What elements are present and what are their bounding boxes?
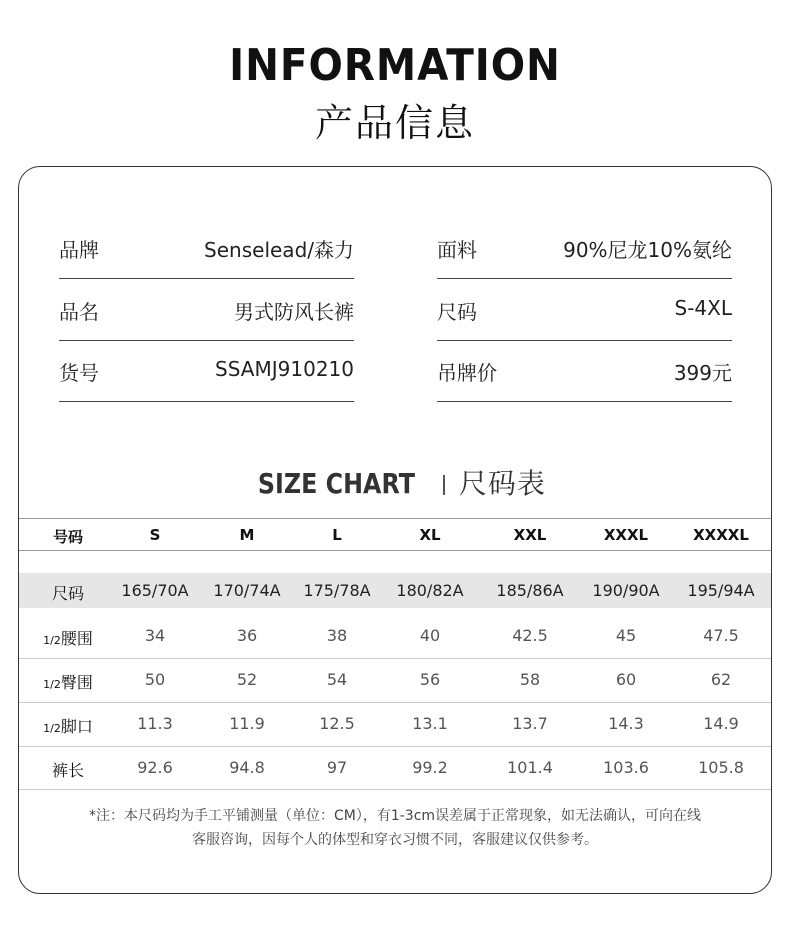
- table-cell: 105.8: [698, 757, 744, 777]
- column-header-size: XXL: [513, 526, 547, 544]
- info-value: 男式防风长裤: [234, 300, 354, 324]
- row-label-text: 尺码: [51, 583, 85, 603]
- table-cell: 14.9: [703, 714, 739, 733]
- row-label: [43, 670, 93, 693]
- table-cell: 13.1: [412, 714, 448, 733]
- column-header-size: M: [239, 526, 255, 544]
- table-cell: 45: [615, 626, 637, 645]
- table-cell: 101.4: [507, 757, 553, 777]
- row-label-text: 脚口: [60, 717, 93, 736]
- info-value: 90%尼龙10%氨纶: [563, 238, 732, 262]
- table-cell: 195/94A: [687, 580, 755, 600]
- table-cell: 47.5: [703, 626, 739, 645]
- table-cell: 11.3: [137, 714, 173, 733]
- table-cell: 40: [419, 626, 441, 645]
- info-label: 品名: [59, 300, 99, 324]
- info-row-price: [437, 339, 732, 402]
- table-cell: 56: [419, 670, 441, 689]
- size-chart-title-en: SIZE CHART: [257, 467, 416, 500]
- size-chart-title-cn: 尺码表: [458, 467, 546, 500]
- table-cell: 99.2: [412, 757, 448, 777]
- table-cell: 38: [326, 626, 348, 645]
- info-row-brand: [59, 216, 354, 279]
- title-divider: [443, 475, 445, 495]
- info-label: 品牌: [59, 238, 99, 262]
- table-row: [19, 573, 771, 608]
- row-label-text: 臀围: [60, 673, 93, 692]
- info-label: 吊牌价: [437, 361, 497, 385]
- table-header-row: [19, 518, 771, 550]
- note-line-2: 客服咨询，因每个人的体型和穿衣习惯不同，客服建议仅供参考。: [192, 832, 598, 848]
- table-cell: 62: [710, 670, 732, 689]
- table-cell: 42.5: [512, 626, 548, 645]
- table-cell: 52: [236, 670, 258, 689]
- info-value: Senselead/森力: [204, 238, 354, 262]
- row-label: [52, 758, 84, 781]
- table-row: [19, 746, 771, 789]
- row-divider: [19, 789, 771, 790]
- table-cell: 94.8: [229, 757, 265, 777]
- info-value: SSAMJ910210: [215, 357, 354, 381]
- row-label-prefix: 1/2: [43, 678, 61, 691]
- info-row-sku: [59, 339, 354, 402]
- column-header-size: S: [149, 526, 161, 544]
- row-label-text: 裤长: [51, 760, 85, 780]
- row-label-text: 腰围: [60, 629, 93, 648]
- table-cell: 12.5: [319, 714, 355, 733]
- note-line-1: *注：本尺码均为手工平铺测量（单位：CM），有1-3cm误差属于正常现象，如无法确认，可向在线: [88, 808, 702, 824]
- info-label: 尺码: [437, 300, 477, 324]
- row-label: [52, 581, 84, 604]
- info-label: 货号: [59, 361, 99, 385]
- row-label-prefix: 1/2: [43, 634, 61, 647]
- info-row-size: [437, 278, 732, 341]
- size-chart-title: [0, 462, 790, 502]
- table-cell: 190/90A: [592, 580, 660, 600]
- table-cell: 14.3: [608, 714, 644, 733]
- table-cell: 92.6: [137, 757, 173, 777]
- column-header-size: XXXXL: [693, 526, 749, 544]
- column-header-label: 号码: [52, 528, 84, 546]
- table-cell: 58: [519, 670, 541, 689]
- table-cell: 11.9: [229, 714, 265, 733]
- table-cell: 36: [236, 626, 258, 645]
- table-cell: 13.7: [512, 714, 548, 733]
- row-label: [43, 714, 93, 737]
- table-cell: 54: [326, 670, 348, 689]
- table-cell: 60: [615, 670, 637, 689]
- column-header-size: L: [332, 526, 342, 544]
- table-header-divider: [19, 550, 771, 551]
- column-header-size: XXXL: [603, 526, 649, 544]
- column-header-size: XL: [419, 526, 441, 544]
- table-cell: 185/86A: [496, 580, 564, 600]
- title-english: INFORMATION: [229, 40, 561, 91]
- table-cell: 103.6: [603, 757, 649, 777]
- table-cell: 97: [326, 757, 348, 777]
- row-label: [43, 626, 93, 649]
- table-row: [19, 614, 771, 658]
- info-value: S-4XL: [674, 296, 732, 320]
- table-cell: 50: [144, 670, 166, 689]
- title-chinese: 产品信息: [314, 101, 475, 145]
- table-cell: 165/70A: [121, 580, 189, 600]
- table-cell: 170/74A: [213, 580, 281, 600]
- table-row: [19, 702, 771, 746]
- table-cell: 34: [144, 626, 166, 645]
- row-label-prefix: 1/2: [43, 722, 61, 735]
- info-row-name: [59, 278, 354, 341]
- info-label: 面料: [437, 238, 477, 262]
- table-cell: 180/82A: [396, 580, 464, 600]
- info-value: 399元: [673, 361, 732, 385]
- info-row-fabric: [437, 216, 732, 279]
- table-row: [19, 658, 771, 702]
- table-cell: 175/78A: [303, 580, 371, 600]
